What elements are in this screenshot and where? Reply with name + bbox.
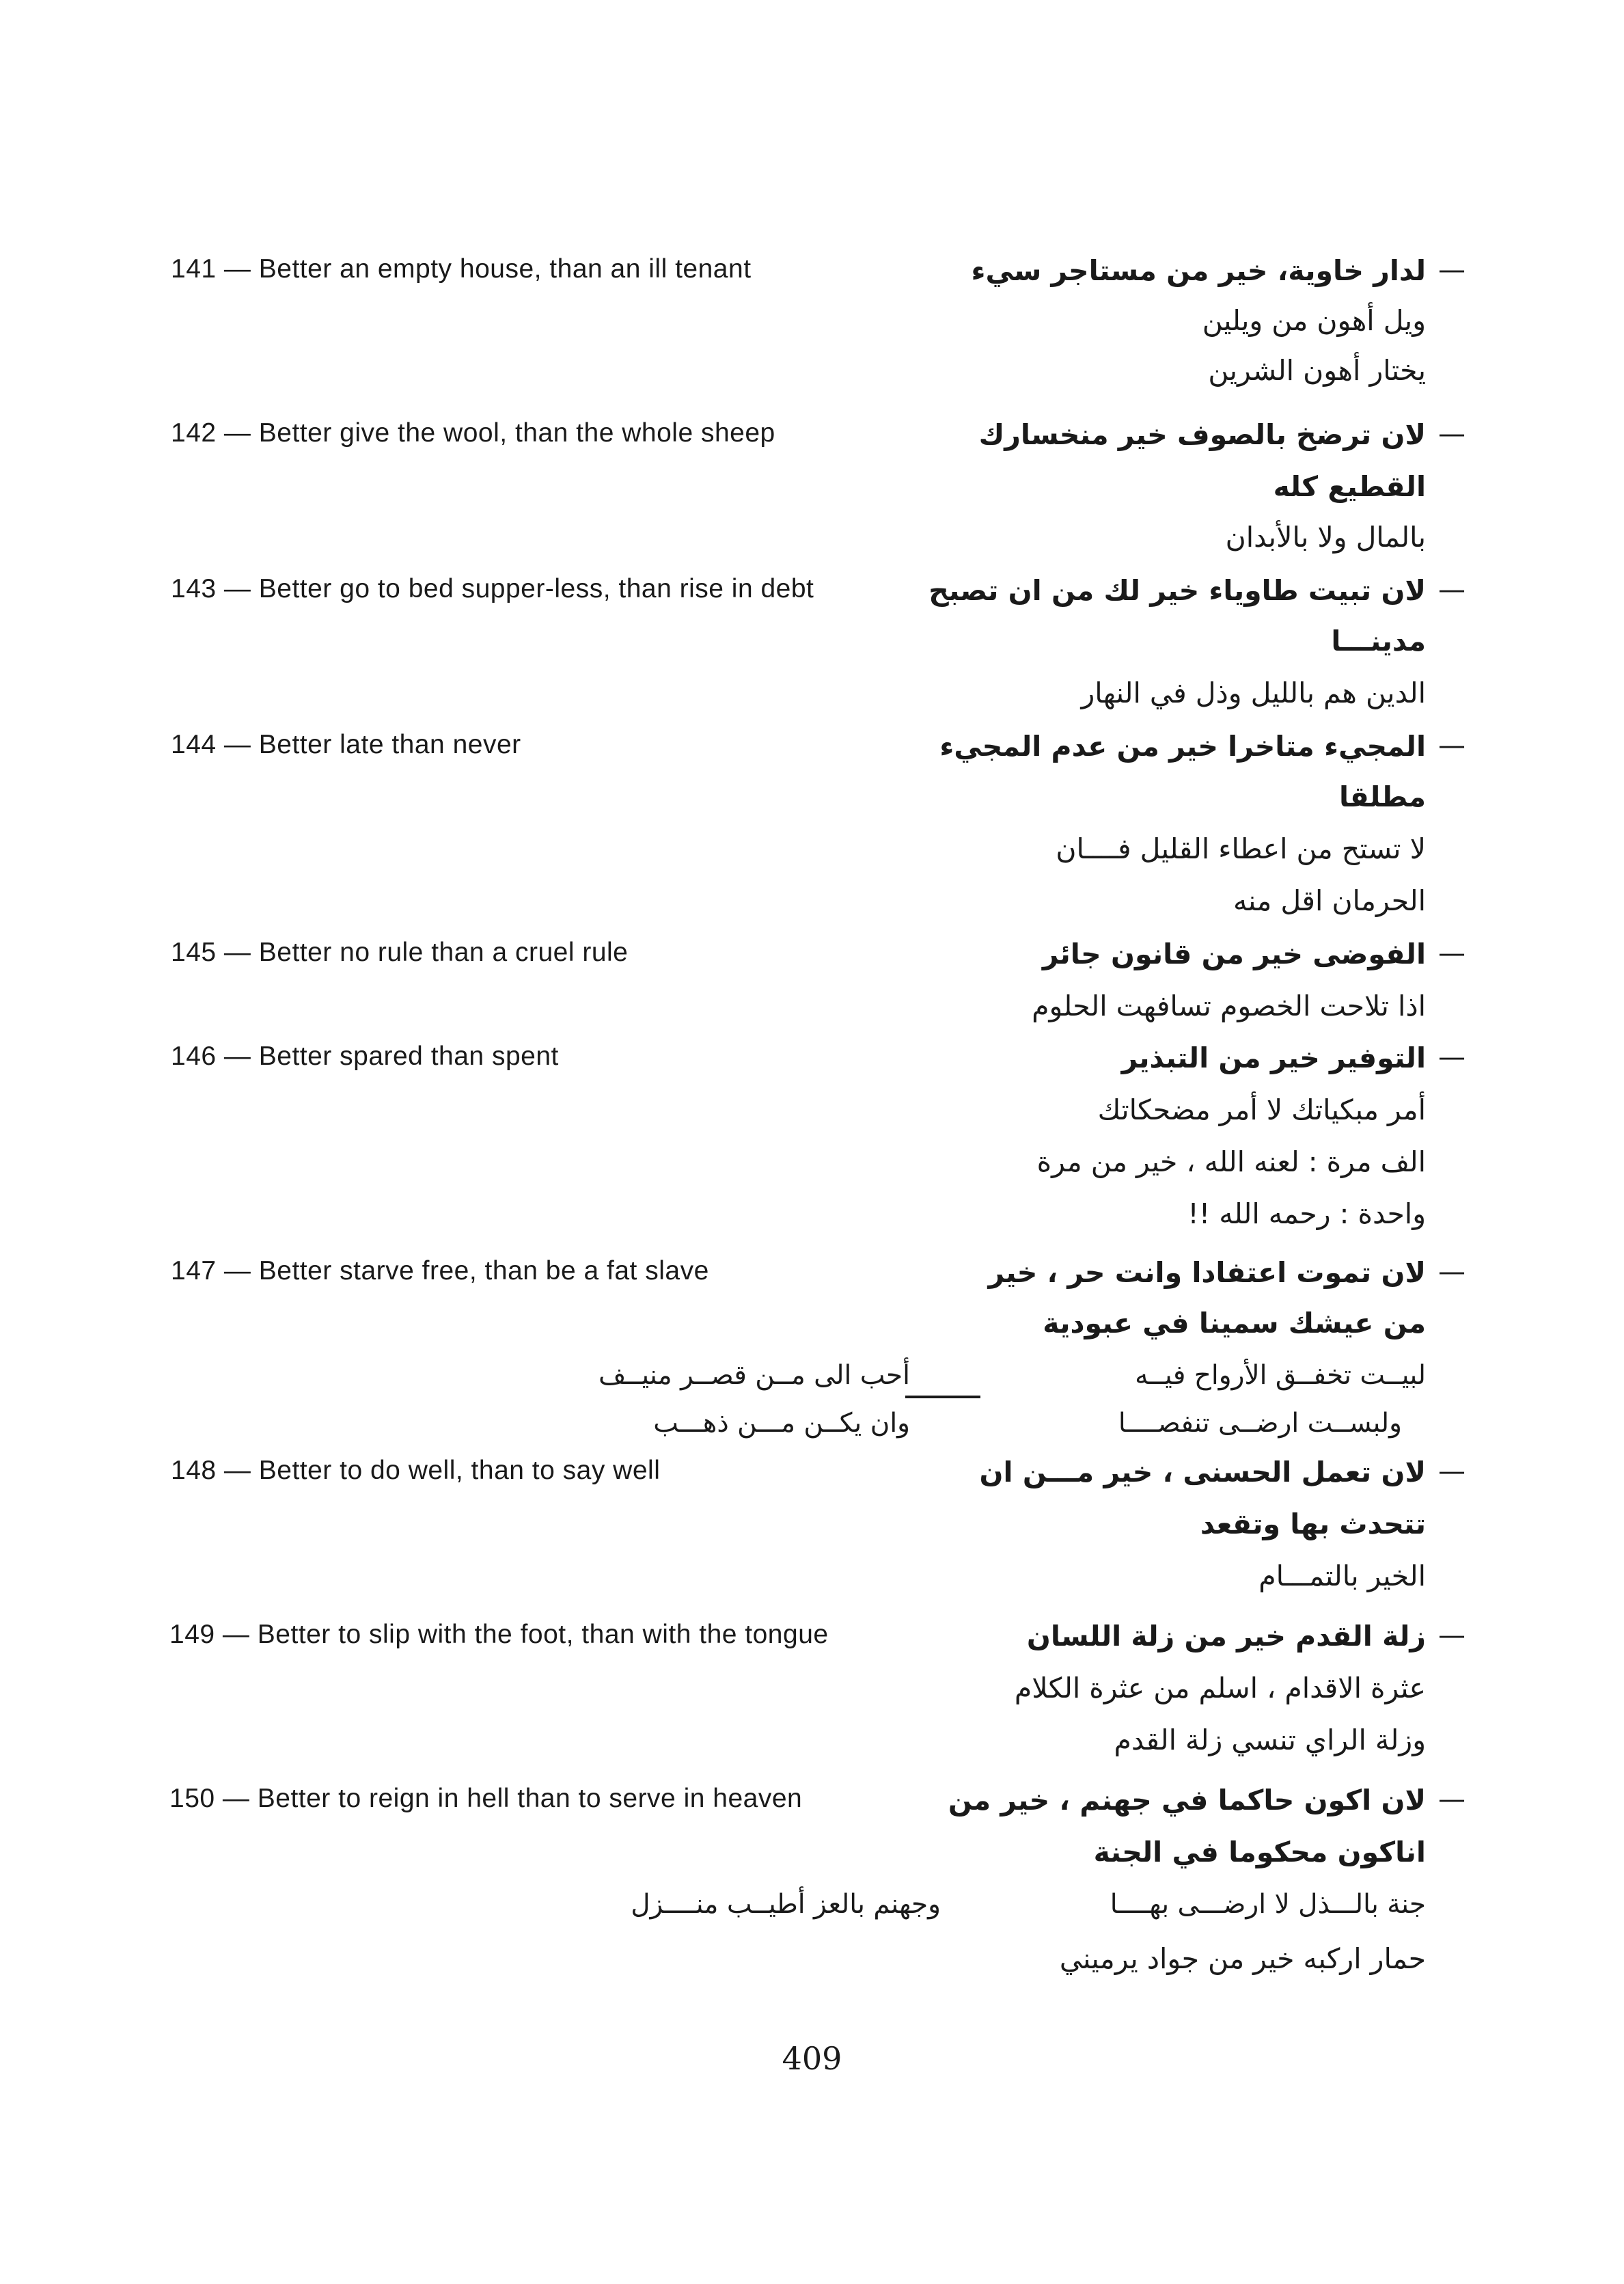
entry-143-english: 143 — Better go to bed supper-less, than rise in debt bbox=[171, 574, 814, 603]
entry-147-verse-2-left: وان يكــن مـــن ذهـــب bbox=[653, 1408, 910, 1439]
entry-150-verse-left: وجهنم بالعز أطيــب منــــزل bbox=[631, 1889, 941, 1920]
entry-146-note-2: الف مرة : لعنه الله ، خير من مرة bbox=[1036, 1145, 1426, 1178]
entry-148-english: 148 — Better to do well, than to say well bbox=[171, 1456, 661, 1485]
entry-142-english: 142 — Better give the wool, than the whole sheep bbox=[171, 418, 775, 448]
entry-147-arabic-heading-1: لان تموت اعتفادا وانت حر ، خير bbox=[988, 1256, 1426, 1289]
entry-142-dash: — bbox=[1438, 418, 1465, 450]
entry-149-english: 149 — Better to slip with the foot, than with the tongue bbox=[169, 1620, 829, 1649]
entry-145-note-1: اذا تلاحت الخصوم تسافهت الحلوم bbox=[1032, 990, 1426, 1022]
entry-150-dash: — bbox=[1438, 1784, 1465, 1815]
entry-145-arabic-heading: الفوضى خير من قانون جائر bbox=[1042, 938, 1426, 970]
entry-141-note-2: يختار أهون الشرين bbox=[1208, 354, 1426, 387]
entry-144-dash: — bbox=[1438, 730, 1465, 761]
entry-150-arabic-heading-1: لان اكون حاكما في جهنم ، خير من bbox=[948, 1784, 1426, 1817]
entry-144-note-1: لا تستح من اعطاء القليل فــــان bbox=[1056, 832, 1426, 865]
entry-142-arabic-heading-2: القطيع كله bbox=[1273, 470, 1426, 503]
entry-144-note-2: الحرمان اقل منه bbox=[1233, 884, 1426, 917]
entry-141-arabic-heading: لدار خاوية، خير من مستاجر سيء bbox=[971, 254, 1426, 287]
entry-146-arabic-heading: التوفير خير من التبذير bbox=[1121, 1042, 1426, 1074]
entry-147-english: 147 — Better starve free, than be a fat slave bbox=[171, 1256, 709, 1286]
entry-149-note-1: عثرة الاقدام ، اسلم من عثرة الكلام bbox=[1014, 1672, 1426, 1704]
entry-147-verse-2-right: ولبســت ارضــى تنفصــــا bbox=[1118, 1408, 1402, 1439]
entry-147-verse-1-right: لبيــت تخفــق الأرواح فيــه bbox=[1135, 1360, 1426, 1391]
entry-149-dash: — bbox=[1438, 1620, 1465, 1651]
entry-144-arabic-heading-2: مطلقا bbox=[1339, 780, 1426, 813]
entry-148-dash: — bbox=[1438, 1456, 1465, 1487]
entry-141-english: 141 — Better an empty house, than an ill tenant bbox=[171, 254, 752, 284]
entry-148-note-1: الخير بالتمـــام bbox=[1258, 1560, 1426, 1592]
entry-144-english: 144 — Better late than never bbox=[171, 730, 521, 759]
entry-146-note-3: واحدة : رحمه الله !! bbox=[1187, 1197, 1426, 1230]
entry-143-dash: — bbox=[1438, 574, 1465, 606]
entry-150-note-1: حمار اركبه خير من جواد يرميني bbox=[1059, 1942, 1426, 1975]
entry-148-arabic-heading-2: تتحدث بها وتقعد bbox=[1200, 1508, 1426, 1540]
entry-142-arabic-heading-1: لان ترضخ بالصوف خير منخسارك bbox=[978, 418, 1426, 451]
entry-147-arabic-heading-2: من عيشك سمينا في عبودية bbox=[1043, 1307, 1426, 1340]
entry-141-note-1: ويل أهون من ويلين bbox=[1202, 304, 1426, 337]
entry-147-verse-1-left: أحب الى مــن قصــر منيــف bbox=[598, 1360, 910, 1391]
entry-149-note-2: وزلة الراي تنسي زلة القدم bbox=[1114, 1724, 1426, 1756]
entry-145-dash: — bbox=[1438, 938, 1465, 969]
entry-145-english: 145 — Better no rule than a cruel rule bbox=[171, 938, 629, 967]
entry-150-arabic-heading-2: اناكون محكوما في الجنة bbox=[1093, 1836, 1426, 1868]
entry-146-note-1: أمر مبكياتك لا أمر مضحكاتك bbox=[1097, 1093, 1426, 1126]
entry-150-verse-right: جنة بالـــذل لا ارضـــى بهــــا bbox=[1110, 1889, 1426, 1920]
entry-147-dash: — bbox=[1438, 1256, 1465, 1288]
verse-underline bbox=[905, 1396, 980, 1398]
entry-141-dash: — bbox=[1438, 254, 1465, 286]
page-number: 409 bbox=[782, 2040, 842, 2077]
entry-143-arabic-heading-1: لان تبيت طاوياء خير لك من ان تصبح bbox=[928, 574, 1426, 607]
entry-149-arabic-heading: زلة القدم خير من زلة اللسان bbox=[1026, 1620, 1426, 1653]
entry-146-english: 146 — Better spared than spent bbox=[171, 1042, 559, 1071]
entry-142-note-1: بالمال ولا بالأبدان bbox=[1225, 521, 1426, 554]
entry-146-dash: — bbox=[1438, 1042, 1465, 1073]
entry-143-note-1: الدين هم بالليل وذل في النهار bbox=[1081, 677, 1426, 709]
entry-143-arabic-heading-2: مدينـــا bbox=[1331, 625, 1426, 657]
entry-144-arabic-heading-1: المجيء متاخرا خير من عدم المجيء bbox=[939, 730, 1426, 763]
entry-148-arabic-heading-1: لان تعمل الحسنى ، خير مـــن ان bbox=[979, 1456, 1426, 1488]
entry-150-english: 150 — Better to reign in hell than to serve in heaven bbox=[169, 1784, 803, 1813]
